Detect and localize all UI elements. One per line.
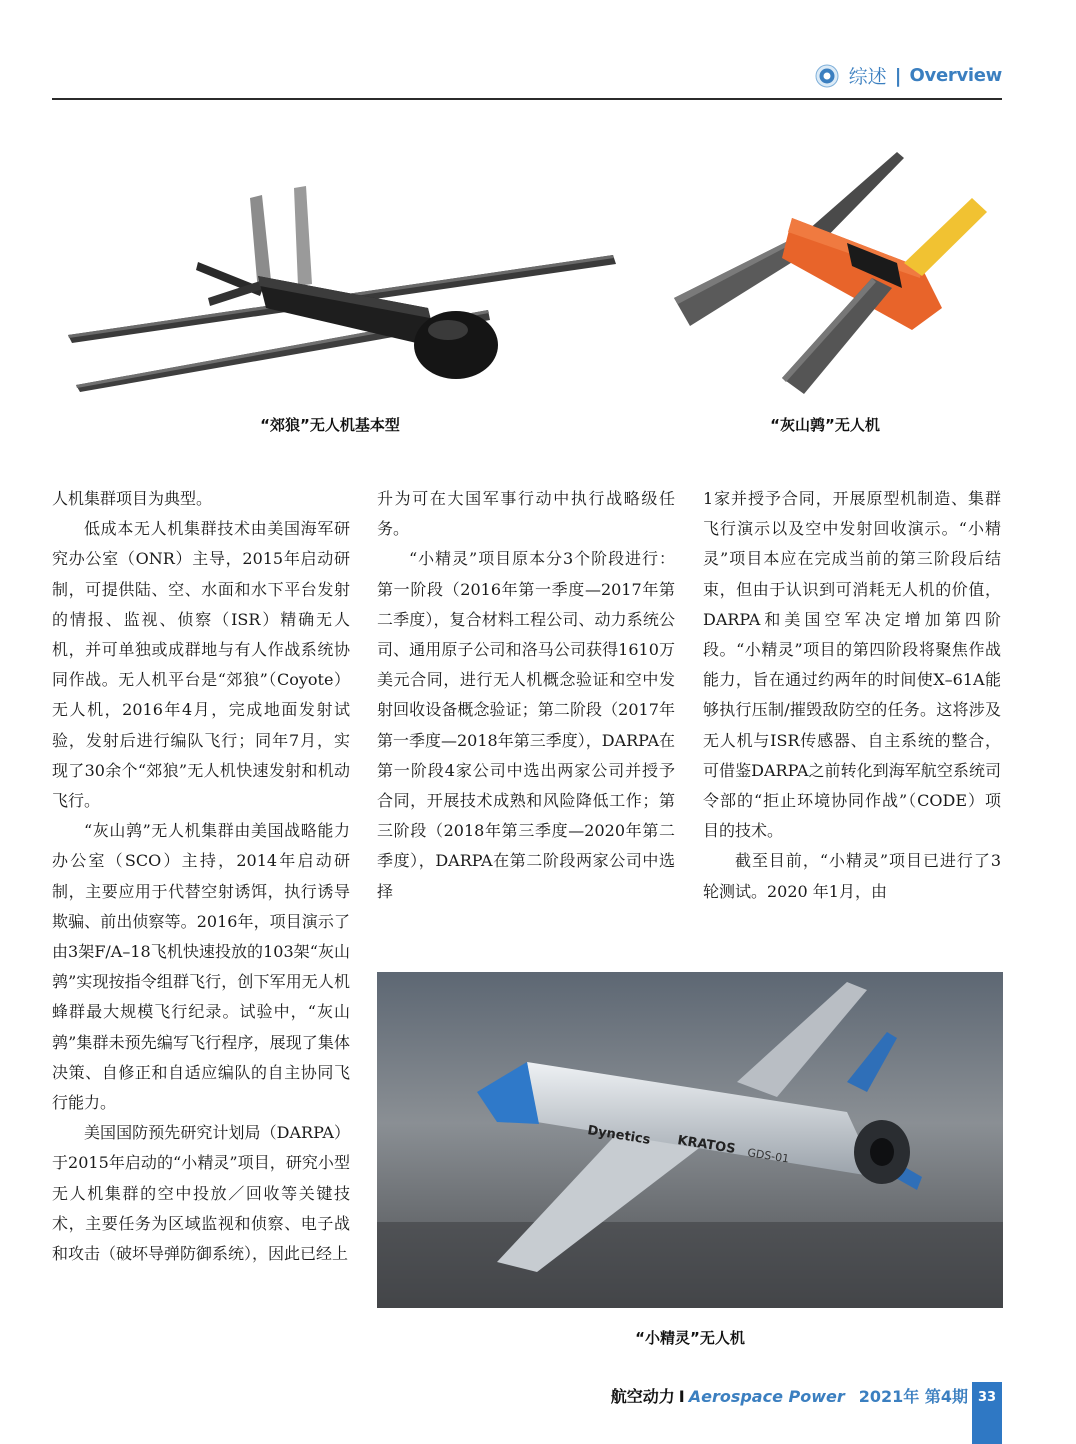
figure-caption-coyote: “郊狼”无人机基本型 [260, 416, 400, 434]
journal-footer [611, 1384, 968, 1407]
figure-caption-grey-shrike: “灰山鹑”无人机 [770, 416, 880, 434]
gremlins-uav-photo [377, 972, 1003, 1308]
header-rule [52, 98, 1002, 100]
text-column-1 [52, 484, 350, 1269]
page-footer [0, 1382, 1076, 1444]
section-title-cn: 综述 [848, 66, 887, 88]
fuselage-label-dynetics: Dynetics [586, 1123, 652, 1148]
journal-name-cn: 航空动力 [610, 1387, 675, 1406]
section-divider: | [894, 64, 902, 87]
paragraph: 1家并授予合同，开展原型机制造、集群飞行演示以及空中发射回收演示。“小精灵”项目本应在完成当前的第三阶段后结束，但由于认识到可消耗无人机的价值，DARPA和美国空军决定增加第四阶段。“小精灵”项目的第四阶段将聚焦作战能力，旨在通过约两年的时间使X–61A能够执行压制/摧毁敌防空的任务。这将涉及无人机与ISR传感器、自主系统的整合，可借鉴DARPA之前转化到海军航空系统司令部的“拒止环境协同作战”（CODE）项目的技术。 [703, 489, 1001, 841]
figure-caption-gremlins: “小精灵”无人机 [635, 1329, 745, 1347]
grey-shrike-uav-image [672, 148, 992, 398]
section-label [815, 62, 1002, 89]
paragraph: 截至目前，“小精灵”项目已进行了3轮测试。2020 年1月，由 [703, 851, 1001, 901]
paragraph: “灰山鹑”无人机集群由美国战略能力办公室（SCO）主持，2014年启动研制，主要应用于代替空射诱饵，执行诱导欺骗、前出侦察等。2016年，项目演示了由3架F/A–18飞机快速投放的103架“灰山鹑”实现按指令组群飞行，创下军用无人机蜂群最大规模飞行纪录。试验中，“灰山鹑”集群未预先编写飞行程序，展现了集体决策、自修正和自适应编队的自主协同飞行能力。 [52, 821, 350, 1113]
fuselage-label-kratos: KRATOS [676, 1133, 737, 1158]
page-number: 33 [977, 1390, 997, 1405]
paragraph: 升为可在大国军事行动中执行战略级任务。 [377, 489, 675, 539]
issue-label: 2021年 第4期 [858, 1387, 968, 1406]
paragraph: 人机集群项目为典型。 [52, 489, 213, 508]
paragraph: 美国国防预先研究计划局（DARPA）于2015年启动的“小精灵”项目，研究小型无人机集群的空中投放／回收等关键技术，主要任务为区域监视和侦察、电子战和攻击（破坏导弹防御系统），因此已经上 [52, 1123, 350, 1264]
footer-separator: I [678, 1387, 685, 1406]
journal-name-en: Aerospace Power [688, 1387, 845, 1406]
coyote-uav-image [58, 180, 618, 400]
page-number-box [972, 1382, 1002, 1444]
paragraph: 低成本无人机集群技术由美国海军研究办公室（ONR）主导，2015年启动研制，可提供陆、空、水面和水下平台发射的情报、监视、侦察（ISR）精确无人机，并可单独或成群地与有人作战系统协同作战。无人机平台是“郊狼”（Coyote）无人机，2016年4月，完成地面发射试验，发射后进行编队飞行；同年7月，实现了30余个“郊狼”无人机快速发射和机动飞行。 [52, 519, 350, 811]
text-column-3 [703, 484, 1001, 907]
text-column-2 [377, 484, 675, 907]
section-title-en: Overview [909, 65, 1002, 86]
journal-logo-icon [815, 64, 839, 88]
page-header [52, 58, 1002, 100]
paragraph: “小精灵”项目原本分3个阶段进行：第一阶段（2016年第一季度—2017年第二季度），复合材料工程公司、动力系统公司、通用原子公司和洛马公司获得1610万美元合同，进行无人机概念验证和空中发射回收设备概念验证；第二阶段（2017年第一季度—2018年第三季度），DARPA在第一阶段4家公司中选出两家公司并授予合同，开展技术成熟和风险降低工作；第三阶段（2018年第三季度—2020年第二季度），DARPA在第二阶段两家公司中选择 [377, 549, 676, 901]
fuselage-label-gds: GDS-01 [746, 1146, 791, 1166]
